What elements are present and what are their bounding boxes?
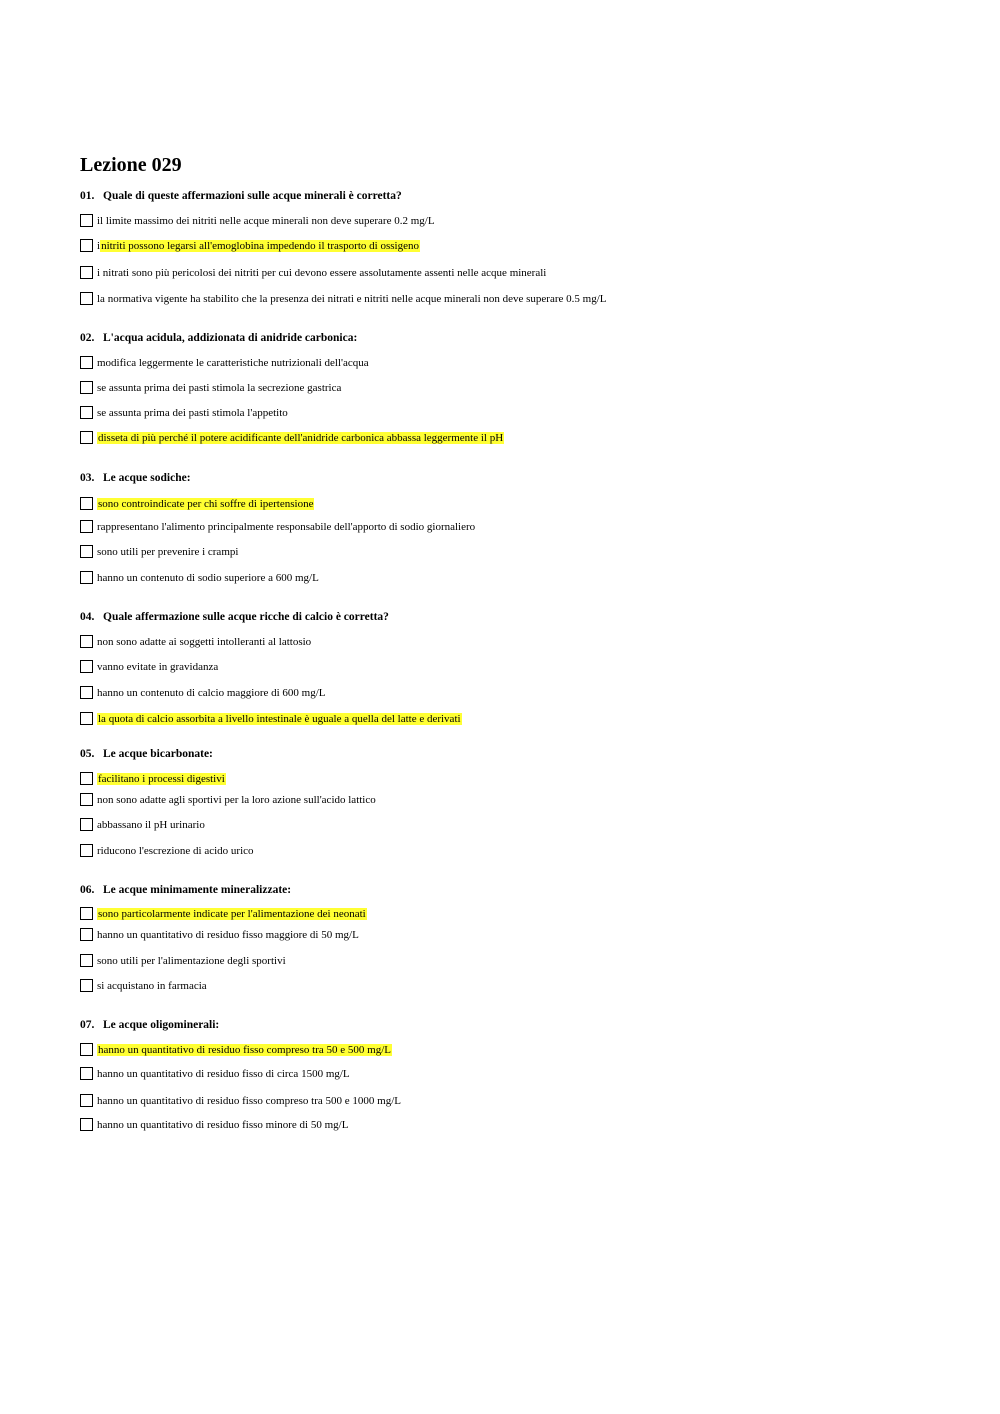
question-heading (80, 1019, 219, 1031)
answer-text: non sono adatte agli sportivi per la loro azione sull'acido lattico (97, 793, 376, 806)
answer-text: sono utili per prevenire i crampi (97, 545, 239, 558)
answer-checkbox[interactable] (80, 793, 93, 806)
answer-checkbox[interactable] (80, 431, 93, 444)
question-heading (80, 332, 357, 344)
answer-text: se assunta prima dei pasti stimola l'appetito (97, 406, 288, 419)
question-text: Le acque oligominerali: (103, 1019, 220, 1031)
answer-text: la normativa vigente ha stabilito che la presenza dei nitrati e nitriti nelle acque minerali non deve superare 0.5 mg/L (97, 292, 607, 305)
answer-prefix: i (97, 239, 101, 252)
answer-text: i nitrati sono più pericolosi dei nitriti per cui devono essere assolutamente assenti nelle acque minerali (97, 266, 547, 279)
answer-option[interactable] (80, 843, 254, 858)
answer-option[interactable] (80, 978, 207, 993)
answer-option[interactable] (80, 355, 369, 370)
question-number: 01. (80, 190, 95, 202)
answer-option[interactable] (80, 659, 218, 674)
answer-checkbox[interactable] (80, 954, 93, 967)
answer-option[interactable] (80, 430, 504, 445)
answer-text: si acquistano in farmacia (97, 979, 207, 992)
question-heading (80, 611, 389, 623)
question-heading (80, 748, 213, 760)
answer-option[interactable] (80, 1093, 401, 1108)
answer-text-highlighted: sono particolarmente indicate per l'alimentazione dei neonati (98, 907, 366, 920)
answer-option[interactable] (80, 213, 435, 228)
answer-text: hanno un contenuto di calcio maggiore di 600 mg/L (97, 686, 326, 699)
answer-option[interactable] (80, 380, 341, 395)
answer-text: hanno un quantitativo di residuo fisso di circa 1500 mg/L (97, 1067, 350, 1080)
answer-checkbox[interactable] (80, 928, 93, 941)
answer-text-highlighted: hanno un quantitativo di residuo fisso compreso tra 50 e 500 mg/L (98, 1043, 391, 1056)
answer-option[interactable] (80, 405, 288, 420)
page-title: Lezione 029 (80, 154, 182, 176)
answer-option[interactable] (80, 771, 226, 786)
answer-text-highlighted: nitriti possono legarsi all'emoglobina impedendo il trasporto di ossigeno (101, 239, 419, 252)
answer-checkbox[interactable] (80, 266, 93, 279)
answer-text: il limite massimo dei nitriti nelle acque minerali non deve superare 0.2 mg/L (97, 214, 435, 227)
answer-checkbox[interactable] (80, 406, 93, 419)
answer-option[interactable] (80, 291, 606, 306)
answer-text: non sono adatte ai soggetti intolleranti al lattosio (97, 635, 312, 648)
answer-text-highlighted: sono controindicate per chi soffre di ipertensione (98, 497, 314, 510)
answer-checkbox[interactable] (80, 381, 93, 394)
answer-checkbox[interactable] (80, 214, 93, 227)
answer-checkbox[interactable] (80, 979, 93, 992)
answer-checkbox[interactable] (80, 1043, 93, 1056)
answer-checkbox[interactable] (80, 571, 93, 584)
answer-option[interactable] (80, 265, 546, 280)
question-number: 06. (80, 884, 95, 896)
answer-option[interactable] (80, 711, 462, 726)
question-number: 02. (80, 332, 95, 344)
question-heading (80, 884, 291, 896)
answer-checkbox[interactable] (80, 239, 93, 252)
question-text: Quale affermazione sulle acque ricche di calcio è corretta? (103, 611, 389, 623)
answer-option[interactable] (80, 496, 314, 511)
answer-option[interactable] (80, 927, 359, 942)
question-number: 03. (80, 472, 95, 484)
question-number: 04. (80, 611, 95, 623)
question-text: Le acque bicarbonate: (103, 748, 213, 760)
question-heading (80, 190, 402, 202)
answer-checkbox[interactable] (80, 635, 93, 648)
answer-checkbox[interactable] (80, 686, 93, 699)
answer-option[interactable] (80, 1117, 348, 1132)
answer-option[interactable] (80, 1042, 392, 1057)
question-number: 05. (80, 748, 95, 760)
question-number: 07. (80, 1019, 95, 1031)
answer-checkbox[interactable] (80, 356, 93, 369)
answer-text: hanno un quantitativo di residuo fisso compreso tra 500 e 1000 mg/L (97, 1094, 401, 1107)
answer-checkbox[interactable] (80, 1094, 93, 1107)
question-text: L'acqua acidula, addizionata di anidride carbonica: (103, 332, 358, 344)
answer-checkbox[interactable] (80, 1067, 93, 1080)
answer-text-highlighted: la quota di calcio assorbita a livello intestinale è uguale a quella del latte e derivati (98, 712, 461, 725)
question-heading (80, 472, 191, 484)
answer-checkbox[interactable] (80, 520, 93, 533)
answer-option[interactable] (80, 519, 475, 534)
answer-option[interactable] (80, 906, 367, 921)
answer-text: vanno evitate in gravidanza (97, 660, 219, 673)
question-text: Le acque minimamente mineralizzate: (103, 884, 292, 896)
answer-option[interactable] (80, 544, 238, 559)
answer-checkbox[interactable] (80, 660, 93, 673)
answer-checkbox[interactable] (80, 712, 93, 725)
answer-checkbox[interactable] (80, 1118, 93, 1131)
answer-text: se assunta prima dei pasti stimola la secrezione gastrica (97, 381, 342, 394)
answer-text: hanno un contenuto di sodio superiore a 600 mg/L (97, 571, 319, 584)
answer-text-highlighted: facilitano i processi digestivi (98, 772, 225, 785)
answer-option[interactable] (80, 634, 311, 649)
answer-checkbox[interactable] (80, 844, 93, 857)
answer-text: rappresentano l'alimento principalmente responsabile dell'apporto di sodio giornaliero (97, 520, 476, 533)
answer-checkbox[interactable] (80, 818, 93, 831)
answer-checkbox[interactable] (80, 497, 93, 510)
answer-text: riducono l'escrezione di acido urico (97, 844, 254, 857)
answer-text: sono utili per l'alimentazione degli sportivi (97, 954, 286, 967)
answer-option[interactable] (80, 817, 205, 832)
answer-option[interactable] (80, 685, 326, 700)
answer-option[interactable] (80, 792, 376, 807)
question-text: Quale di queste affermazioni sulle acque minerali è corretta? (103, 190, 402, 202)
question-text: Le acque sodiche: (103, 472, 191, 484)
answer-text: modifica leggermente le caratteristiche nutrizionali dell'acqua (97, 356, 369, 369)
answer-text: hanno un quantitativo di residuo fisso maggiore di 50 mg/L (97, 928, 359, 941)
answer-option[interactable] (80, 1066, 350, 1081)
answer-option[interactable] (80, 238, 420, 253)
answer-checkbox[interactable] (80, 292, 93, 305)
answer-text-highlighted: disseta di più perché il potere acidificante dell'anidride carbonica abbassa leggermente il pH (98, 431, 504, 444)
answer-option[interactable] (80, 953, 286, 968)
answer-checkbox[interactable] (80, 545, 93, 558)
answer-text: abbassano il pH urinario (97, 818, 205, 831)
answer-option[interactable] (80, 570, 319, 585)
answer-checkbox[interactable] (80, 772, 93, 785)
answer-checkbox[interactable] (80, 907, 93, 920)
answer-text: hanno un quantitativo di residuo fisso minore di 50 mg/L (97, 1118, 349, 1131)
